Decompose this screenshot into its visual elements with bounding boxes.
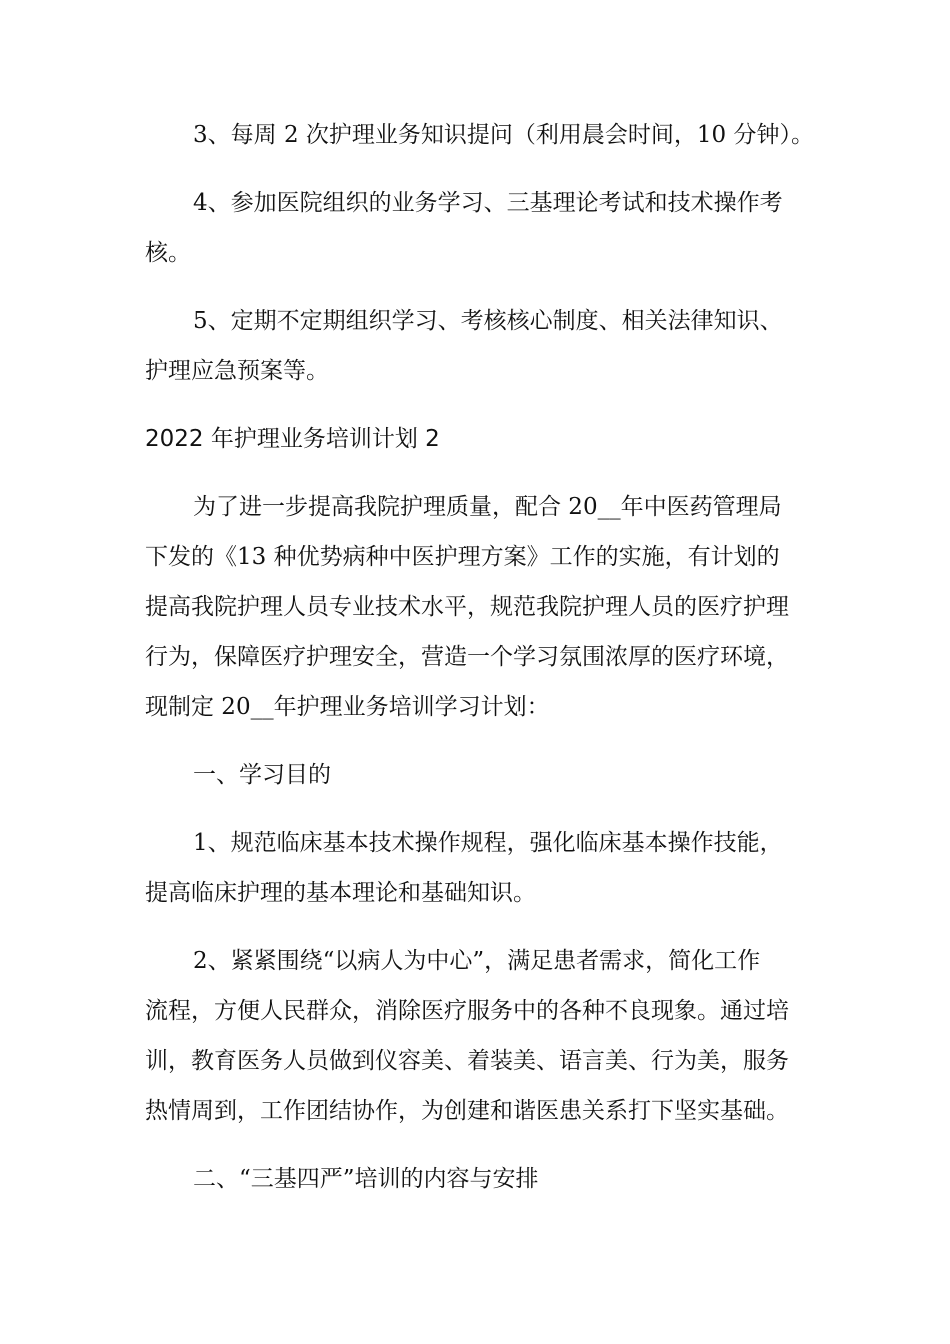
- paragraph-intro-line-3: 提高我院护理人员专业技术水平，规范我院护理人员的医疗护理: [145, 594, 789, 620]
- paragraph-intro-line-5: 现制定 20__年护理业务培训学习计划：: [145, 694, 550, 720]
- paragraph-purpose-1-line-1: 1、规范临床基本技术操作规程，强化临床基本操作技能，: [193, 830, 783, 856]
- paragraph-item-3-line-1: 3、每周 2 次护理业务知识提问（利用晨会时间，10 分钟）。: [193, 122, 814, 148]
- paragraph-item-5-line-1: 5、定期不定期组织学习、考核核心制度、相关法律知识、: [193, 308, 783, 334]
- heading-content: 二、“三基四严”培训的内容与安排: [193, 1166, 539, 1192]
- paragraph-intro-line-2: 下发的《13 种优势病种中医护理方案》工作的实施，有计划的: [145, 544, 780, 570]
- paragraph-intro-line-4: 行为，保障医疗护理安全，营造一个学习氛围浓厚的医疗环境，: [145, 644, 789, 670]
- paragraph-item-4-line-2: 核。: [145, 240, 191, 266]
- paragraph-intro-line-1: 为了进一步提高我院护理质量，配合 20__年中医药管理局: [193, 494, 782, 520]
- paragraph-purpose-2-line-1: 2、紧紧围绕“以病人为中心”，满足患者需求，简化工作: [193, 948, 761, 974]
- paragraph-item-4-line-1: 4、参加医院组织的业务学习、三基理论考试和技术操作考: [193, 190, 783, 216]
- section-title: 2022 年护理业务培训计划 2: [145, 426, 440, 452]
- heading-purpose: 一、学习目的: [193, 762, 331, 788]
- paragraph-purpose-2-line-3: 训，教育医务人员做到仪容美、着装美、语言美、行为美，服务: [145, 1048, 789, 1074]
- paragraph-purpose-1-line-2: 提高临床护理的基本理论和基础知识。: [145, 880, 536, 906]
- paragraph-purpose-2-line-4: 热情周到，工作团结协作，为创建和谐医患关系打下坚实基础。: [145, 1098, 789, 1124]
- paragraph-item-5-line-2: 护理应急预案等。: [145, 358, 329, 384]
- paragraph-purpose-2-line-2: 流程，方便人民群众，消除医疗服务中的各种不良现象。通过培: [145, 998, 789, 1024]
